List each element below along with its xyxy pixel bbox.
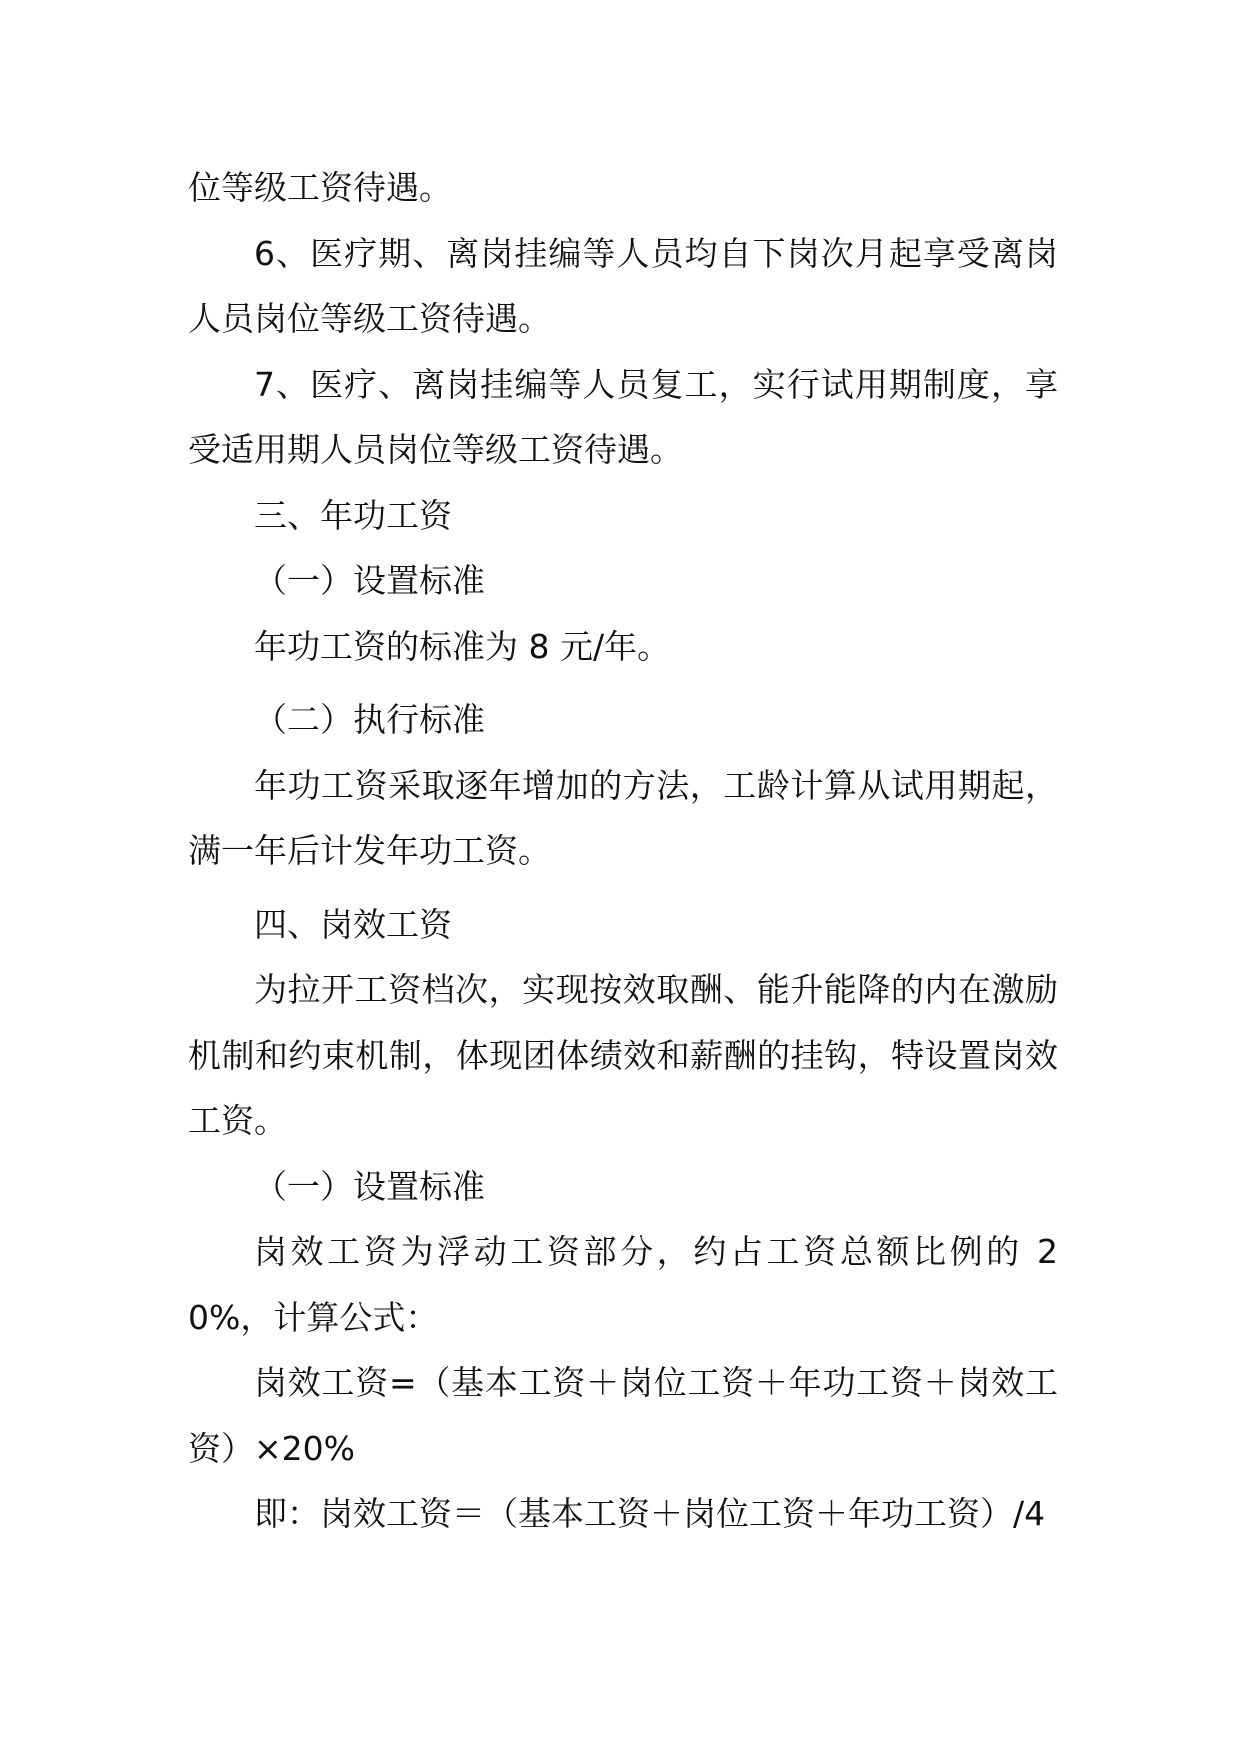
paragraph-item-6: 6、医疗期、离岗挂编等人员均自下岗次月起享受离岗人员岗位等级工资待遇。: [188, 233, 1058, 338]
subheading-execution-standard: （二）执行标准: [254, 700, 485, 739]
section-heading-seniority-wage: 三、年功工资: [254, 495, 452, 535]
section-heading-performance-wage: 四、岗效工资: [254, 904, 452, 944]
formula-performance-wage: 岗效工资=（基本工资＋岗位工资＋年功工资＋岗效工资）×20%: [188, 1363, 1058, 1468]
formula-performance-wage-simplified: 即：岗效工资＝（基本工资＋岗位工资＋年功工资）/4: [254, 1494, 1046, 1533]
paragraph-seniority-method: 年功工资采取逐年增加的方法，工龄计算从试用期起，满一年后计发年功工资。: [188, 765, 1058, 870]
paragraph-continuation: 位等级工资待遇。: [188, 168, 452, 207]
subheading-setting-standard-2: （一）设置标准: [254, 1166, 485, 1206]
paragraph-performance-ratio: 岗效工资为浮动工资部分，约占工资总额比例的 20%，计算公式：: [188, 1232, 1058, 1337]
paragraph-item-7: 7、医疗、离岗挂编等人员复工，实行试用期制度，享受适用期人员岗位等级工资待遇。: [188, 364, 1058, 469]
paragraph-performance-purpose: 为拉开工资档次，实现按效取酬、能升能降的内在激励机制和约束机制，体现团体绩效和薪酬的挂钩，特设置岗效工资。: [188, 970, 1058, 1140]
subheading-setting-standard: （一）设置标准: [254, 561, 485, 600]
paragraph-seniority-standard: 年功工资的标准为 8 元/年。: [254, 626, 671, 666]
document-body: [188, 155, 1058, 1547]
